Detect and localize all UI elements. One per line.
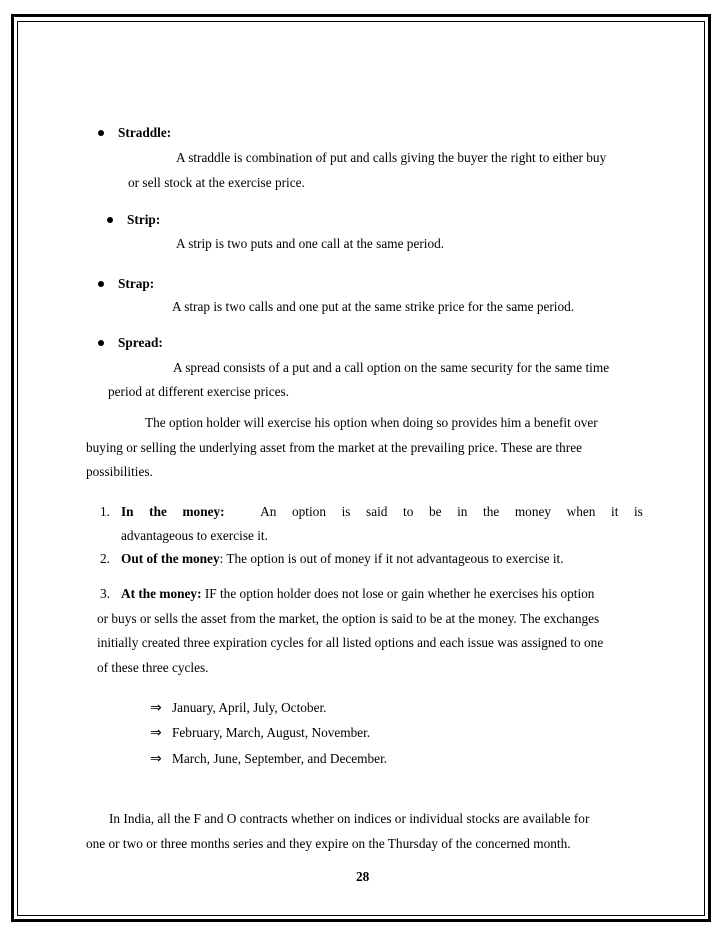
strip-text-1: A strip is two puts and one call at the same period. bbox=[176, 236, 445, 251]
spread-text-1: A spread consists of a put and a call option on the same security for the same time bbox=[173, 360, 610, 375]
item1-text-2: advantageous to exercise it. bbox=[121, 528, 268, 543]
arrow-icon: ⇒ bbox=[150, 751, 162, 767]
item1-word: when bbox=[566, 504, 596, 519]
intro-text-1: The option holder will exercise his option when doing so provides him a benefit over bbox=[145, 415, 598, 430]
strap-text-1: A strap is two calls and one put at the same strike price for the same period. bbox=[172, 299, 575, 314]
item1-word: it bbox=[611, 504, 619, 519]
bullet-icon bbox=[107, 217, 113, 223]
item1-word: is bbox=[633, 504, 643, 519]
straddle-text-1: A straddle is combination of put and calls giving the buyer the right to either buy bbox=[176, 150, 607, 165]
item2-text: : The option is out of money if it not advantageous to exercise it. bbox=[219, 551, 564, 566]
intro-text-2: buying or selling the underlying asset from the market at the prevailing price. These are three bbox=[86, 440, 583, 455]
cycle-item: February, March, August, November. bbox=[172, 725, 371, 740]
item3-text-3: initially created three expiration cycles for all listed options and each issue was assigned to one bbox=[97, 635, 604, 650]
strap-heading: Strap: bbox=[118, 276, 155, 291]
bullet-icon bbox=[98, 340, 104, 346]
cycle-item: January, April, July, October. bbox=[172, 700, 327, 715]
item1-word: in bbox=[457, 504, 468, 519]
item2-line bbox=[121, 551, 564, 567]
item1-line bbox=[121, 504, 643, 520]
bullet-icon bbox=[98, 130, 104, 136]
item1-word: money bbox=[514, 504, 552, 519]
item1-word: said bbox=[366, 504, 388, 519]
item1-number: 1. bbox=[100, 504, 110, 519]
item3-text-2: or buys or sells the asset from the market, the option is said to be at the money. The exchanges bbox=[97, 611, 600, 626]
item3-line-1 bbox=[121, 586, 594, 602]
intro-text-3: possibilities. bbox=[86, 464, 153, 479]
spread-text-2: period at different exercise prices. bbox=[108, 384, 290, 399]
item1-word: An bbox=[260, 504, 277, 519]
straddle-text-2: or sell stock at the exercise price. bbox=[128, 175, 305, 190]
spread-heading: Spread: bbox=[118, 335, 163, 350]
closing-text-1: In India, all the F and O contracts whether on indices or individual stocks are available for bbox=[109, 811, 590, 826]
item1-word: the bbox=[483, 504, 500, 519]
item1-word: be bbox=[428, 504, 442, 519]
item1-word: is bbox=[341, 504, 351, 519]
straddle-heading: Straddle: bbox=[118, 125, 172, 140]
item3-label: At the money: bbox=[121, 586, 202, 601]
item1-word: the bbox=[149, 504, 167, 519]
strip-heading: Strip: bbox=[127, 212, 161, 227]
item2-number: 2. bbox=[100, 551, 110, 566]
item1-word: money: bbox=[182, 504, 225, 519]
arrow-icon: ⇒ bbox=[150, 700, 162, 716]
item1-word: option bbox=[292, 504, 326, 519]
item1-word: to bbox=[403, 504, 414, 519]
closing-text-2: one or two or three months series and they expire on the Thursday of the concerned month. bbox=[86, 836, 571, 851]
page-number: 28 bbox=[356, 869, 370, 884]
item2-label: Out of the money bbox=[121, 551, 220, 566]
cycle-item: March, June, September, and December. bbox=[172, 751, 388, 766]
item3-text-1: IF the option holder does not lose or gain whether he exercises his option bbox=[201, 586, 595, 601]
bullet-icon bbox=[98, 281, 104, 287]
item1-word: In bbox=[121, 504, 134, 519]
item3-number: 3. bbox=[100, 586, 110, 601]
arrow-icon: ⇒ bbox=[150, 725, 162, 741]
item3-text-4: of these three cycles. bbox=[97, 660, 209, 675]
